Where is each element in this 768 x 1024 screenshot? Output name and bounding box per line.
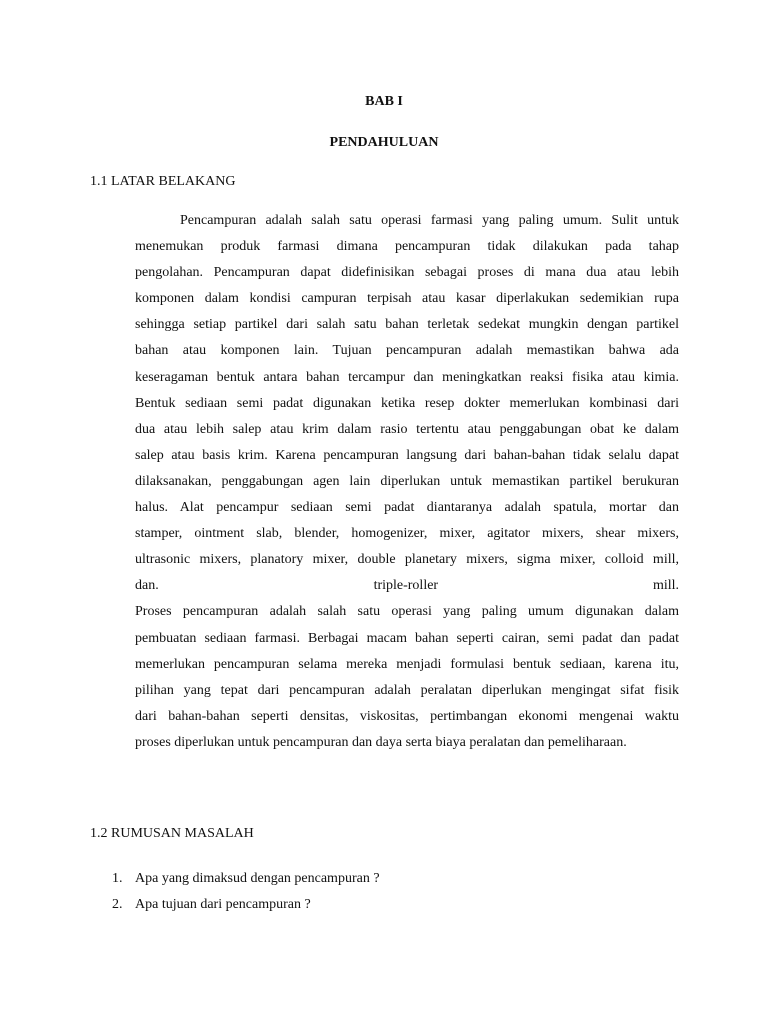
paragraph-line: halus. Alat pencampur sediaan semi padat diantaranya adalah spatula, mortar dan [135, 500, 679, 516]
list-item-text: Apa tujuan dari pencampuran ? [135, 897, 311, 912]
paragraph-line: stamper, ointment slab, blender, homogenizer, mixer, agitator mixers, shear mixers, [135, 526, 679, 542]
paragraph-line: salep atau basis krim. Karena pencampuran langsung dari bahan-bahan tidak selalu dapat [135, 447, 679, 463]
paragraph-line: pilihan yang tepat dari pencampuran adalah peralatan diperlukan mengingat sifat fisik [135, 682, 679, 698]
paragraph-line: keseragaman bentuk antara bahan tercampur dan meningkatkan reaksi fisika atau kimia. [135, 369, 679, 385]
paragraph-line: memerlukan pencampuran selama mereka menjadi formulasi bentuk sediaan, karena itu, [135, 656, 679, 672]
list-item-number: 2. [112, 897, 123, 912]
list-item-number: 1. [112, 871, 123, 886]
paragraph-line: pembuatan sediaan farmasi. Berbagai macam bahan seperti cairan, semi padat dan padat [135, 630, 679, 646]
chapter-number: BAB I [365, 94, 403, 109]
paragraph-line: Bentuk sediaan semi padat digunakan ketika resep dokter memerlukan kombinasi dari [135, 395, 679, 411]
paragraph-line: pengolahan. Pencampuran dapat didefinisikan sebagai proses di mana dua atau lebih [135, 265, 679, 281]
paragraph-line: komponen dalam kondisi campuran terpisah atau kasar diperlakukan sedemikian rupa [135, 291, 679, 307]
paragraph-line: Proses pencampuran adalah salah satu operasi yang paling umum digunakan dalam [135, 604, 679, 620]
paragraph-line: bahan atau komponen lain. Tujuan pencampuran adalah memastikan bahwa ada [135, 343, 679, 359]
problem-list [112, 866, 380, 918]
section-heading-latar-belakang: 1.1 LATAR BELAKANG [90, 174, 236, 189]
chapter-title: PENDAHULUAN [329, 135, 439, 150]
list-item [112, 866, 380, 892]
paragraph-line: Pencampuran adalah salah satu operasi farmasi yang paling umum. Sulit untuk [180, 213, 679, 228]
section-body-latar-belakang [135, 208, 679, 756]
paragraph-line: proses diperlukan untuk pencampuran dan daya serta biaya peralatan dan pemeliharaan. [135, 734, 627, 750]
paragraph-line: menemukan produk farmasi dimana pencampuran tidak dilakukan pada tahap [135, 239, 679, 255]
list-item-text: Apa yang dimaksud dengan pencampuran ? [135, 871, 380, 886]
paragraph-line: dan. triple-roller mill. [135, 578, 679, 594]
paragraph-line: dua atau lebih salep atau krim dalam rasio tertentu atau penggabungan obat ke dalam [135, 421, 679, 437]
paragraph-line: dari bahan-bahan seperti densitas, viskositas, pertimbangan ekonomi mengenai waktu [135, 708, 679, 724]
paragraph-line: dilaksanakan, penggabungan agen lain diperlukan untuk memastikan partikel berukuran [135, 473, 679, 489]
section-heading-rumusan-masalah: 1.2 RUMUSAN MASALAH [90, 826, 254, 841]
paragraph-line: ultrasonic mixers, planatory mixer, double planetary mixers, sigma mixer, colloid mill, [135, 552, 679, 568]
paragraph-line: sehingga setiap partikel dari salah satu bahan terletak sedekat mungkin dengan partikel [135, 317, 679, 333]
list-item [112, 892, 380, 918]
